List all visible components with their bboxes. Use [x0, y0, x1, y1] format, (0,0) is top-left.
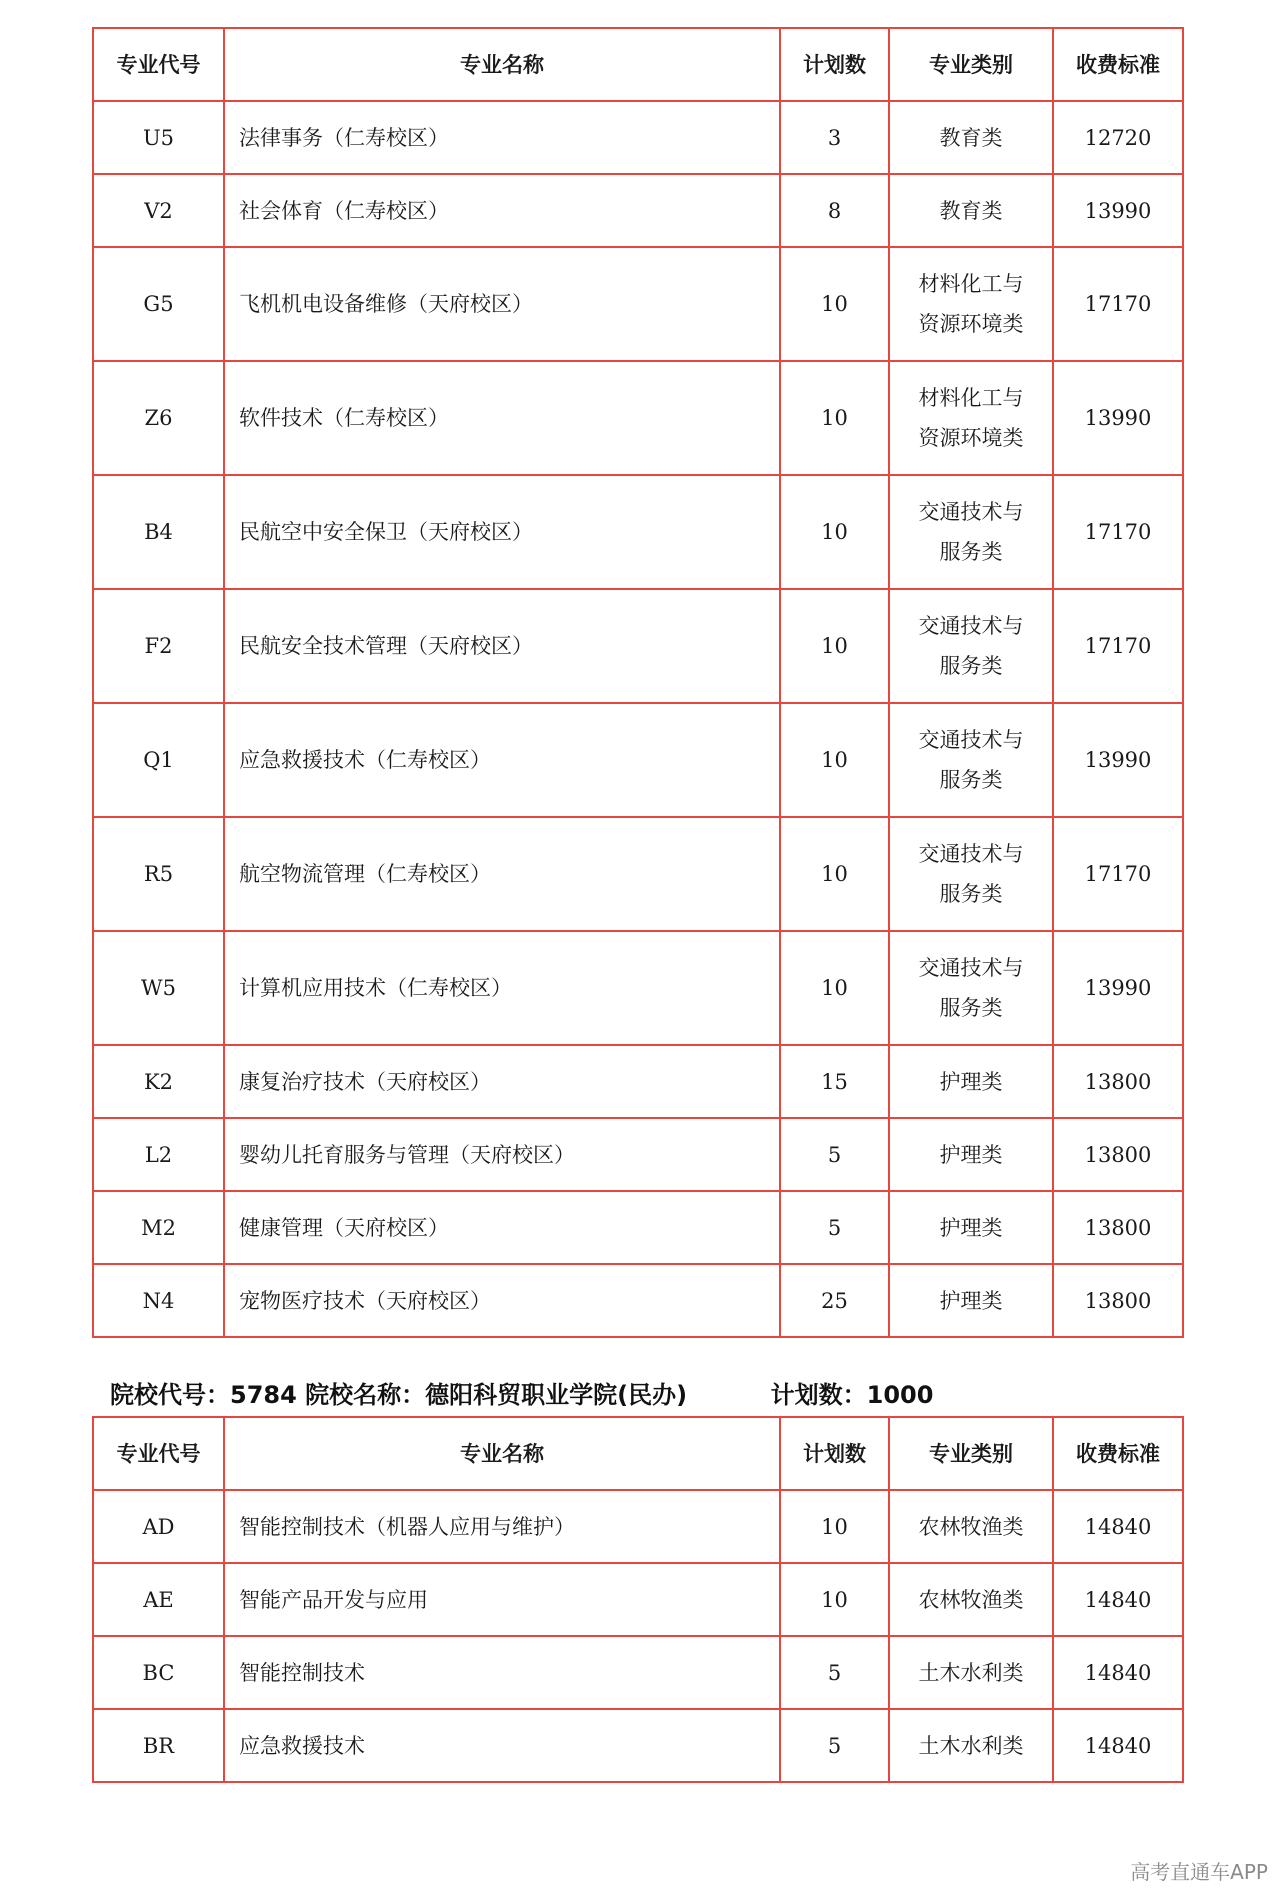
cell-fee: 13990	[1053, 703, 1183, 817]
cell-fee: 17170	[1053, 589, 1183, 703]
cell-plan: 10	[780, 703, 889, 817]
table-row	[93, 1045, 1183, 1118]
cell-code: V2	[93, 174, 224, 247]
table-row	[93, 1636, 1183, 1709]
cell-plan: 3	[780, 101, 889, 174]
category-line: 护理类	[939, 1069, 1003, 1094]
cell-category	[889, 1045, 1053, 1118]
cell-fee: 13800	[1053, 1191, 1183, 1264]
category-line: 交通技术与	[918, 500, 1024, 524]
cell-name: 社会体育（仁寿校区）	[224, 174, 780, 247]
cell-category	[889, 101, 1053, 174]
watermark: 高考直通车APP	[1130, 1860, 1268, 1884]
cell-code: AD	[93, 1490, 224, 1563]
category-line: 土木水利类	[918, 1660, 1024, 1685]
cell-code: BR	[93, 1709, 224, 1782]
table-row	[93, 817, 1183, 931]
table-row	[93, 247, 1183, 361]
majors-table-1	[92, 27, 1184, 1338]
cell-plan: 10	[780, 817, 889, 931]
header-name: 专业名称	[224, 1417, 780, 1490]
cell-name: 软件技术（仁寿校区）	[224, 361, 780, 475]
table-row	[93, 1264, 1183, 1337]
cell-plan: 10	[780, 1563, 889, 1636]
cell-code: M2	[93, 1191, 224, 1264]
cell-fee: 17170	[1053, 247, 1183, 361]
cell-fee: 13990	[1053, 361, 1183, 475]
cell-name: 应急救援技术（仁寿校区）	[224, 703, 780, 817]
table-row	[93, 931, 1183, 1045]
table-row	[93, 1490, 1183, 1563]
header-plan: 计划数	[780, 28, 889, 101]
cell-code: W5	[93, 931, 224, 1045]
cell-name: 康复治疗技术（天府校区）	[224, 1045, 780, 1118]
majors-table-2	[92, 1416, 1184, 1783]
cell-name: 婴幼儿托育服务与管理（天府校区）	[224, 1118, 780, 1191]
category-line: 护理类	[939, 1142, 1003, 1167]
school-info-line	[110, 1375, 933, 1410]
table-row	[93, 1191, 1183, 1264]
category-line: 交通技术与	[918, 842, 1024, 866]
cell-fee: 17170	[1053, 817, 1183, 931]
category-line: 交通技术与	[918, 614, 1024, 638]
category-line: 交通技术与	[918, 956, 1024, 980]
category-line: 护理类	[939, 1288, 1003, 1313]
cell-fee: 13800	[1053, 1118, 1183, 1191]
cell-plan: 10	[780, 247, 889, 361]
header-code: 专业代号	[93, 1417, 224, 1490]
cell-category	[889, 589, 1053, 703]
table-row	[93, 101, 1183, 174]
cell-code: R5	[93, 817, 224, 931]
cell-category	[889, 1264, 1053, 1337]
cell-code: U5	[93, 101, 224, 174]
cell-category	[889, 1563, 1053, 1636]
cell-name: 民航安全技术管理（天府校区）	[224, 589, 780, 703]
cell-plan: 10	[780, 475, 889, 589]
cell-code: K2	[93, 1045, 224, 1118]
cell-code: Z6	[93, 361, 224, 475]
header-category: 专业类别	[889, 28, 1053, 101]
table-row	[93, 703, 1183, 817]
category-line: 农林牧渔类	[918, 1587, 1024, 1612]
table-row	[93, 475, 1183, 589]
table-header-row	[93, 1417, 1183, 1490]
cell-category	[889, 475, 1053, 589]
header-plan: 计划数	[780, 1417, 889, 1490]
cell-category	[889, 1118, 1053, 1191]
category-line: 服务类	[939, 996, 1003, 1020]
cell-plan: 10	[780, 589, 889, 703]
category-line: 资源环境类	[918, 426, 1024, 450]
category-line: 材料化工与	[918, 386, 1024, 410]
cell-fee: 14840	[1053, 1709, 1183, 1782]
cell-fee: 12720	[1053, 101, 1183, 174]
category-line: 教育类	[939, 198, 1003, 223]
cell-plan: 5	[780, 1118, 889, 1191]
cell-fee: 13800	[1053, 1264, 1183, 1337]
category-line: 资源环境类	[918, 312, 1024, 336]
cell-name: 宠物医疗技术（天府校区）	[224, 1264, 780, 1337]
category-line: 土木水利类	[918, 1733, 1024, 1758]
category-line: 教育类	[939, 125, 1003, 150]
cell-fee: 14840	[1053, 1490, 1183, 1563]
cell-plan: 5	[780, 1636, 889, 1709]
header-fee: 收费标准	[1053, 1417, 1183, 1490]
cell-fee: 14840	[1053, 1563, 1183, 1636]
table-row	[93, 361, 1183, 475]
category-line: 护理类	[939, 1215, 1003, 1240]
cell-category	[889, 247, 1053, 361]
cell-plan: 5	[780, 1709, 889, 1782]
table-row	[93, 1563, 1183, 1636]
cell-fee: 13800	[1053, 1045, 1183, 1118]
school-name: 院校名称：德阳科贸职业学院(民办)	[305, 1381, 688, 1409]
cell-category	[889, 1191, 1053, 1264]
table-row	[93, 174, 1183, 247]
cell-fee: 13990	[1053, 931, 1183, 1045]
cell-name: 飞机机电设备维修（天府校区）	[224, 247, 780, 361]
category-line: 农林牧渔类	[918, 1514, 1024, 1539]
table-row	[93, 1709, 1183, 1782]
header-category: 专业类别	[889, 1417, 1053, 1490]
cell-code: F2	[93, 589, 224, 703]
cell-plan: 5	[780, 1191, 889, 1264]
cell-name: 应急救援技术	[224, 1709, 780, 1782]
cell-fee: 13990	[1053, 174, 1183, 247]
cell-name: 健康管理（天府校区）	[224, 1191, 780, 1264]
cell-plan: 15	[780, 1045, 889, 1118]
table-header-row	[93, 28, 1183, 101]
cell-plan: 10	[780, 361, 889, 475]
table-row	[93, 589, 1183, 703]
cell-name: 计算机应用技术（仁寿校区）	[224, 931, 780, 1045]
header-name: 专业名称	[224, 28, 780, 101]
cell-plan: 10	[780, 1490, 889, 1563]
school-plan: 计划数：1000	[770, 1381, 934, 1409]
cell-category	[889, 931, 1053, 1045]
cell-category	[889, 174, 1053, 247]
table-row	[93, 1118, 1183, 1191]
cell-category	[889, 1709, 1053, 1782]
cell-plan: 8	[780, 174, 889, 247]
header-fee: 收费标准	[1053, 28, 1183, 101]
cell-category	[889, 1490, 1053, 1563]
category-line: 服务类	[939, 540, 1003, 564]
cell-plan: 10	[780, 931, 889, 1045]
cell-code: Q1	[93, 703, 224, 817]
school-code: 院校代号：5784	[110, 1381, 297, 1409]
cell-name: 智能控制技术	[224, 1636, 780, 1709]
cell-name: 法律事务（仁寿校区）	[224, 101, 780, 174]
cell-category	[889, 1636, 1053, 1709]
cell-code: L2	[93, 1118, 224, 1191]
category-line: 服务类	[939, 882, 1003, 906]
cell-plan: 25	[780, 1264, 889, 1337]
cell-category	[889, 817, 1053, 931]
cell-code: BC	[93, 1636, 224, 1709]
header-code: 专业代号	[93, 28, 224, 101]
cell-category	[889, 703, 1053, 817]
cell-name: 航空物流管理（仁寿校区）	[224, 817, 780, 931]
cell-fee: 14840	[1053, 1636, 1183, 1709]
cell-category	[889, 361, 1053, 475]
cell-code: B4	[93, 475, 224, 589]
category-line: 交通技术与	[918, 728, 1024, 752]
cell-name: 民航空中安全保卫（天府校区）	[224, 475, 780, 589]
cell-code: N4	[93, 1264, 224, 1337]
cell-code: G5	[93, 247, 224, 361]
cell-fee: 17170	[1053, 475, 1183, 589]
category-line: 服务类	[939, 768, 1003, 792]
cell-name: 智能产品开发与应用	[224, 1563, 780, 1636]
category-line: 服务类	[939, 654, 1003, 678]
cell-name: 智能控制技术（机器人应用与维护）	[224, 1490, 780, 1563]
category-line: 材料化工与	[918, 272, 1024, 296]
cell-code: AE	[93, 1563, 224, 1636]
